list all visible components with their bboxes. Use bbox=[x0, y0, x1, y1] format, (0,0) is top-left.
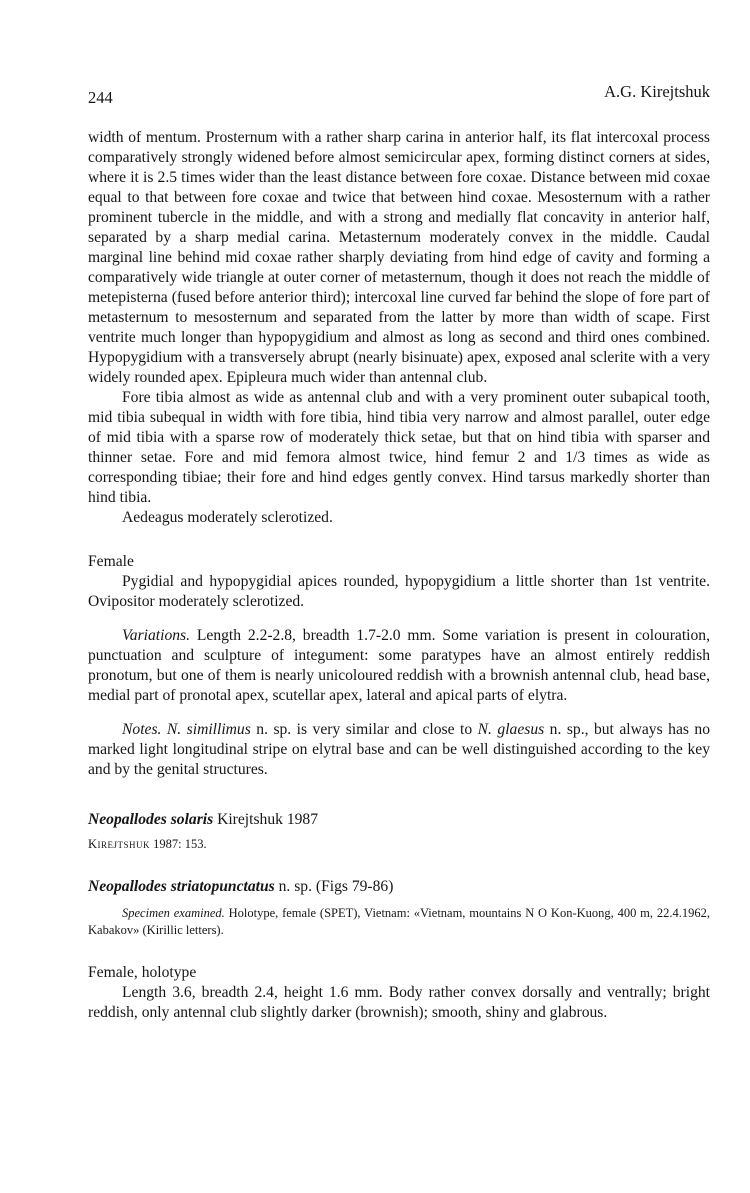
paragraph-aedeagus: Aedeagus moderately sclerotized. bbox=[122, 509, 333, 526]
species-heading-solaris bbox=[88, 810, 710, 830]
paragraph-holotype: Length 3.6, breadth 2.4, height 1.6 mm. Body rather convex dorsally and ventrally; bright reddish, only antennal club slightly darker (brownish); smooth, shiny and glabrous. bbox=[88, 984, 710, 1021]
specimen-examined bbox=[88, 905, 710, 939]
notes-species-1: N. simillimus bbox=[161, 721, 251, 738]
species-author-solaris: Kirejtshuk 1987 bbox=[213, 811, 319, 828]
female-heading: Female bbox=[88, 553, 134, 570]
paragraph-mentum-prosternum: width of mentum. Prosternum with a rather sharp carina in anterior half, its flat intercoxal process comparatively strongly widened before almost semicircular apex, forming distinct corners at sides, where it is 2.5 times wider than the least distance between fore coxae. Distance between mid coxae equal to that between fore coxae and twice that between hind coxae. Mesosternum with a rather prominent tubercle in the middle, and with a strong and medially flat concavity in anterior half, separated by a sharp medial carina. Metasternum moderately convex in the middle. Caudal marginal line behind mid coxae rather sharply deviating from hind edge of cavity and forming a comparatively wide triangle at outer corner of metasternum, though it does not reach the middle of metepisterna (fused before anterior third); intercoxal line curved far behind the slope of fore part of metasternum to mesosternum and separated from the latter by more than width of scape. First ventrite much longer than hypopygidium and almost as long as second and third ones combined. Hypopygidium with a transversely abrupt (nearly bisinuate) apex, exposed anal sclerite with a very widely rounded apex. Epipleura much wider than antennal club. bbox=[88, 129, 710, 386]
reference-citation: 1987: 153. bbox=[150, 837, 207, 851]
specimen-text: Holotype, female (SPET), Vietnam: «Vietnam, mountains N O Kon-Kuong, 400 m, 22.4.1962, Kabakov» (Kirillic letters). bbox=[88, 906, 710, 937]
specimen-label: Specimen examined. bbox=[122, 906, 225, 920]
species-heading-striatopunctatus bbox=[88, 877, 710, 897]
paragraph-female: Pygidial and hypopygidial apices rounded, hypopygidium a little shorter than 1st ventrite. Ovipositor moderately sclerotized. bbox=[88, 573, 710, 610]
species-name-solaris: Neopallodes solaris bbox=[88, 811, 214, 828]
main-text bbox=[88, 128, 710, 1023]
holotype-heading: Female, holotype bbox=[88, 964, 197, 981]
species-name-striatopunctatus: Neopallodes striatopunctatus bbox=[88, 878, 275, 895]
page-number: 244 bbox=[88, 88, 113, 107]
reference-solaris bbox=[88, 836, 710, 853]
reference-author: Kirejtshuk bbox=[88, 837, 151, 851]
variations-label: Variations. bbox=[122, 627, 191, 644]
notes-text-2: n. sp., but always has no marked light longitudinal stripe on elytral base and can be well distinguished according to the key and by the genital structures. bbox=[88, 721, 710, 778]
notes-species-2: N. glaesus bbox=[477, 721, 545, 738]
species-author-striatopunctatus: n. sp. (Figs 79-86) bbox=[274, 878, 394, 895]
paragraph-variations bbox=[88, 626, 710, 706]
notes-text-1: n. sp. is very similar and close to bbox=[250, 721, 478, 738]
notes-label: Notes. bbox=[122, 721, 162, 738]
running-head bbox=[88, 82, 710, 106]
paragraph-tibia: Fore tibia almost as wide as antennal club and with a very prominent outer subapical tooth, mid tibia subequal in width with fore tibia, hind tibia very narrow and almost parallel, outer edge of mid tibia with a sparse row of moderately thick setae, but that on hind tibia with sparser and thinner setae. Fore and mid femora almost twice, hind femur 2 and 1/3 times as wide as corresponding tibiae; their fore and hind edges gently convex. Hind tarsus markedly shorter than hind tibia. bbox=[88, 389, 710, 506]
running-head-author: A.G. Kirejtshuk bbox=[604, 82, 710, 101]
variations-text: Length 2.2-2.8, breadth 1.7-2.0 mm. Some variation is present in colouration, punctuation and sculpture of integument: some paratypes have an almost entirely reddish pronotum, but one of them is nearly unicoloured reddish with a brownish antennal club, head base, medial part of pronotal apex, scutellar apex, lateral and apical parts of elytra. bbox=[88, 627, 710, 704]
paragraph-notes bbox=[88, 720, 710, 780]
